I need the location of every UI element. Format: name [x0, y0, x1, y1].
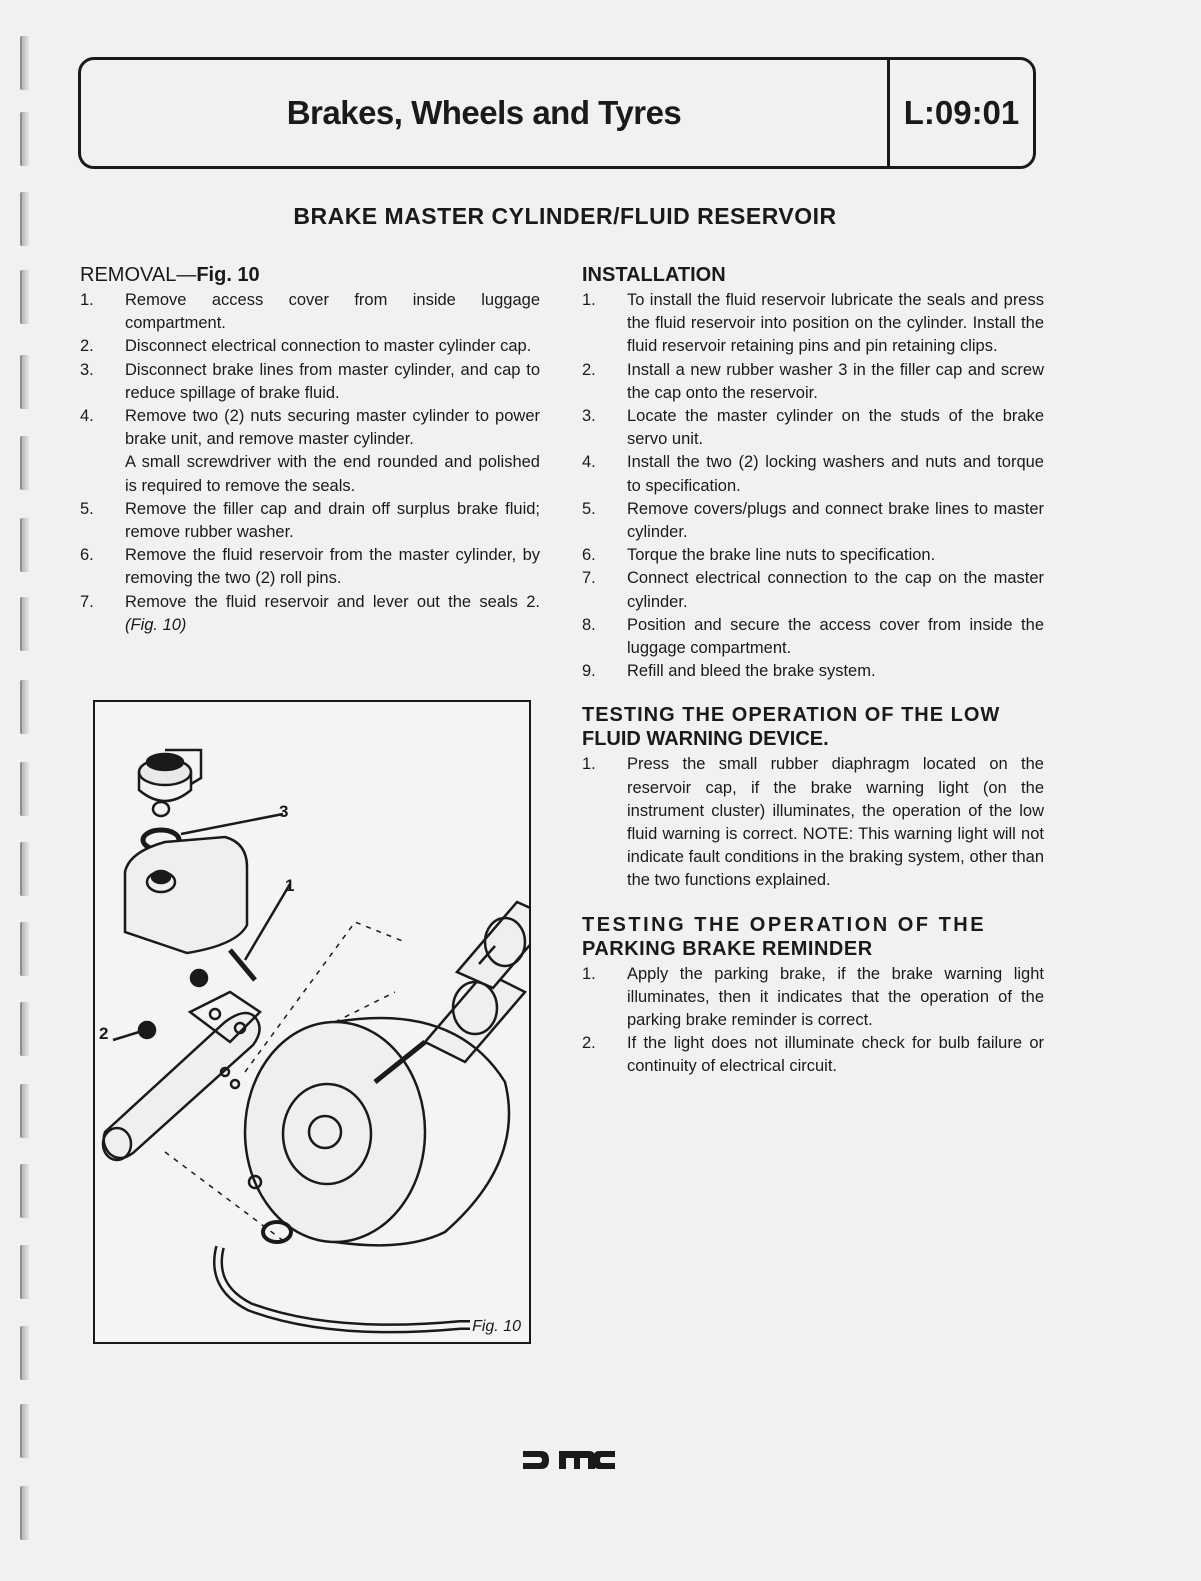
list-item: [80, 498, 540, 544]
step-text: Remove covers/plugs and connect brake lines to master cylinder.: [627, 499, 1044, 542]
step-number: 6.: [80, 546, 94, 565]
installation-steps: [582, 289, 1044, 683]
step-text: Remove access cover from inside luggage compartment.: [125, 291, 540, 333]
callout-line-2: [113, 1032, 139, 1040]
step-number: 4.: [80, 407, 94, 426]
master-cylinder: [103, 992, 260, 1160]
binder-hole: [20, 842, 29, 896]
roll-pin: [230, 950, 255, 980]
step-number: 1.: [80, 291, 94, 309]
step-note: A small screwdriver with the end rounded and polished is required to remove the seals.: [125, 453, 540, 495]
figure-caption: Fig. 10: [472, 1318, 521, 1335]
low-fluid-steps: [582, 753, 1044, 892]
list-item: [80, 544, 540, 590]
low-fluid-heading-line: TESTING THE OPERATION OF THE LOW: [582, 704, 1001, 727]
binder-hole: [20, 1245, 29, 1299]
grommet: [263, 1222, 291, 1242]
list-item: [582, 614, 1044, 660]
step-text: Disconnect brake lines from master cylinder, and cap to reduce spillage of brake fluid.: [125, 360, 540, 402]
parking-brake-heading: [582, 913, 1044, 961]
figure-10: [93, 700, 531, 1344]
installation-heading: INSTALLATION: [582, 264, 726, 286]
step-number: 4.: [582, 453, 596, 472]
page-header: [78, 57, 1036, 169]
step-number: 9.: [582, 662, 596, 681]
step-number: 1.: [582, 964, 596, 983]
step-number: 3.: [582, 407, 596, 426]
step-text: Press the small rubber diaphragm located on the reservoir cap, if the brake warning light (on the instrument cluster) illuminates, the operation of the low fluid warning is correct. NOTE: This warning light will not indicate fault conditions in the braking system, other than the two functions explained.: [627, 755, 1044, 890]
list-item: [80, 359, 540, 405]
list-item: [582, 753, 1044, 892]
step-text: Install a new rubber washer 3 in the filler cap and screw the cap onto the reservoir.: [627, 360, 1044, 402]
step-number: 7.: [80, 592, 94, 611]
step-number: 2.: [582, 1034, 596, 1053]
low-fluid-heading: [582, 703, 1044, 751]
list-item: [80, 289, 540, 335]
step-number: 8.: [582, 615, 596, 634]
binder-hole: [20, 1164, 29, 1218]
step-number: 2.: [80, 337, 94, 356]
filler-cap: [139, 750, 201, 801]
step-text: Install the two (2) locking washers and nuts and torque to specification.: [627, 453, 1044, 495]
list-item: [582, 567, 1044, 613]
removal-heading-fig: Fig. 10: [196, 264, 260, 286]
step-text: Remove the fluid reservoir from the master cylinder, by removing the two (2) roll pins.: [125, 546, 540, 588]
step-number: 2.: [582, 360, 596, 379]
binder-hole: [20, 1326, 29, 1380]
callout-2: 2: [99, 1024, 109, 1043]
callout-line-3: [181, 814, 283, 834]
step-text: Remove the fluid reservoir and lever out the seals 2.: [125, 592, 540, 611]
step-number: 6.: [582, 546, 596, 565]
step-number: 5.: [80, 499, 94, 518]
parking-brake-steps: [582, 963, 1044, 1079]
dmc-logo: [521, 1447, 617, 1473]
removal-heading-text: REMOVAL—: [80, 264, 197, 286]
step-text: If the light does not illuminate check for bulb failure or continuity of electrical circuit.: [627, 1034, 1044, 1076]
section-title: Brakes, Wheels and Tyres: [286, 94, 682, 131]
removal-heading: [80, 263, 540, 287]
binder-hole: [20, 597, 29, 651]
binder-hole: [20, 270, 29, 324]
page-title: BRAKE MASTER CYLINDER/FLUID RESERVOIR: [293, 203, 837, 229]
callout-line-1: [245, 884, 290, 960]
servo-plates: [425, 902, 529, 1062]
binder-hole: [20, 922, 29, 976]
binder-hole: [20, 518, 29, 572]
binder-hole: [20, 355, 29, 409]
step-number: 3.: [80, 360, 94, 379]
step-number: 7.: [582, 569, 596, 588]
seal: [191, 970, 207, 986]
step-number: 1.: [582, 755, 596, 774]
exploded-diagram: [95, 702, 529, 1342]
binder-hole: [20, 36, 29, 90]
list-item: [582, 963, 1044, 1033]
step-text: Refill and bleed the brake system.: [627, 662, 876, 681]
callout-3: 3: [279, 802, 289, 821]
low-fluid-heading-line: FLUID WARNING DEVICE.: [582, 728, 829, 751]
seal: [139, 1022, 155, 1038]
step-text: Torque the brake line nuts to specification.: [627, 546, 936, 565]
removal-section: [80, 263, 540, 637]
vacuum-hose: [218, 1247, 480, 1328]
step-text: Remove the filler cap and drain off surplus brake fluid; remove rubber washer.: [125, 499, 540, 542]
binder-hole: [20, 1404, 29, 1458]
step-text: Connect electrical connection to the cap on the master cylinder.: [627, 569, 1044, 611]
installation-section: [582, 263, 1044, 1079]
step-text: Apply the parking brake, if the brake warning light illuminates, then it indicates that the operation of the parking brake reminder is correct.: [627, 964, 1044, 1030]
binder-hole: [20, 1486, 29, 1540]
callout-1: 1: [285, 876, 295, 895]
step-number: 1.: [582, 291, 596, 309]
binder-hole: [20, 1002, 29, 1056]
binder-hole: [20, 436, 29, 490]
list-item: [582, 289, 1044, 359]
binder-hole: [20, 762, 29, 816]
diaphragm: [153, 802, 169, 816]
parking-brake-heading-line: TESTING THE OPERATION OF THE: [582, 913, 987, 936]
list-item: [582, 498, 1044, 544]
parking-brake-heading-line: PARKING BRAKE REMINDER: [582, 937, 873, 960]
list-item: [582, 660, 1044, 683]
list-item: [80, 405, 540, 498]
step-text: To install the fluid reservoir lubricate the seals and press the fluid reservoir into position on the cylinder. Install the fluid reservoir retaining pins and pin retaining clips.: [627, 291, 1044, 356]
page-code: L:09:01: [903, 94, 1020, 131]
binder-hole: [20, 112, 29, 166]
binder-hole: [20, 680, 29, 734]
list-item: [582, 544, 1044, 567]
removal-steps: [80, 289, 540, 637]
list-item: [582, 359, 1044, 405]
binder-hole: [20, 1084, 29, 1138]
list-item: [80, 335, 540, 358]
fluid-reservoir: [125, 837, 247, 953]
list-item: [582, 405, 1044, 451]
figure-reference: (Fig. 10): [125, 615, 187, 634]
step-text: Disconnect electrical connection to master cylinder cap.: [125, 337, 532, 356]
list-item: [582, 451, 1044, 497]
step-text: Remove two (2) nuts securing master cylinder to power brake unit, and remove master cylinder.: [125, 407, 540, 449]
list-item: [582, 1032, 1044, 1078]
step-text: Position and secure the access cover from inside the luggage compartment.: [627, 615, 1044, 658]
step-number: 5.: [582, 499, 596, 518]
list-item: [80, 591, 540, 637]
step-text: Locate the master cylinder on the studs of the brake servo unit.: [627, 407, 1044, 449]
